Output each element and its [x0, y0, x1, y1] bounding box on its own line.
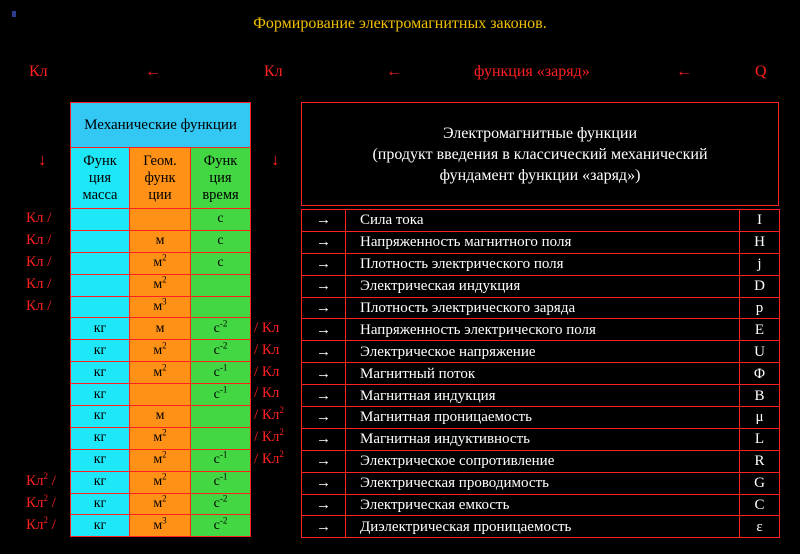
left-charge-label [26, 495, 86, 512]
time-cell [191, 274, 251, 296]
down-arrow-left: ↓ [38, 150, 47, 169]
mechanical-row [71, 449, 251, 471]
top-label-charge-1: Кл [29, 63, 48, 80]
geometry-cell [130, 515, 191, 537]
time-value: с [213, 496, 220, 512]
geometry-exponent: 2 [162, 449, 167, 460]
quantity-name: Напряженность электрического поля [346, 319, 740, 341]
time-exponent: -2 [219, 515, 228, 526]
geometry-cell [130, 230, 191, 252]
time-value: с [213, 386, 220, 402]
mechanical-row [71, 252, 251, 274]
geometry-cell [130, 252, 191, 274]
middle-charge-label [254, 385, 279, 402]
time-exponent: -1 [219, 449, 228, 460]
page-title: Формирование электромагнитных законов. [253, 15, 547, 32]
geometry-exponent: 2 [162, 252, 167, 263]
quantity-symbol: D [740, 275, 780, 297]
middle-charge-exponent: 2 [279, 449, 284, 460]
top-arrow-left-2: ← [386, 63, 402, 80]
electromagnetic-row [302, 450, 780, 472]
time-cell [191, 384, 251, 406]
quantity-name: Электрическое напряжение [346, 341, 740, 363]
mass-cell [71, 406, 130, 428]
mechanical-row [71, 471, 251, 493]
geometry-exponent: 2 [162, 274, 167, 285]
left-charge-value: Кл / [26, 231, 52, 248]
row-arrow: → [302, 210, 346, 232]
column-header-mass: Функ ция масса [71, 148, 130, 209]
time-cell [191, 296, 251, 318]
top-label-q: Q [755, 63, 767, 80]
mechanical-row [71, 427, 251, 449]
left-charge-label [26, 473, 86, 490]
electromagnetic-row [302, 253, 780, 275]
geometry-exponent: 2 [162, 340, 167, 351]
geometry-value: м [155, 233, 165, 249]
electromagnetic-rows [302, 210, 780, 538]
time-cell [191, 515, 251, 537]
quantity-symbol: L [740, 428, 780, 450]
geometry-cell [130, 296, 191, 318]
left-charge-slash: / [48, 495, 56, 512]
row-arrow: → [302, 472, 346, 494]
time-value: с [213, 320, 220, 336]
middle-charge-value: / Кл [254, 363, 280, 380]
quantity-name: Плотность электрического заряда [346, 297, 740, 319]
electromagnetic-row [302, 516, 780, 538]
quantity-name: Магнитная проницаемость [346, 407, 740, 429]
left-charge-label [26, 517, 86, 534]
time-value: с [213, 342, 220, 358]
geometry-cell [130, 471, 191, 493]
geometry-cell [130, 427, 191, 449]
time-exponent: -1 [219, 383, 228, 394]
time-value: с [213, 474, 220, 490]
middle-charge-label [254, 342, 279, 359]
electromagnetic-row [302, 363, 780, 385]
mass-cell [71, 340, 130, 362]
time-value: с [213, 452, 220, 468]
geometry-exponent: 2 [162, 471, 167, 482]
mass-value: кг [93, 496, 107, 512]
electromagnetic-row [302, 231, 780, 253]
em-header-line-3: фундамент функции «заряд») [439, 166, 641, 184]
mechanical-row [71, 318, 251, 340]
time-cell [191, 493, 251, 515]
row-arrow: → [302, 385, 346, 407]
electromagnetic-functions-header [301, 102, 779, 206]
geometry-cell [130, 362, 191, 384]
quantity-name: Сила тока [346, 210, 740, 232]
geometry-value: м [153, 299, 163, 314]
quantity-symbol: C [740, 494, 780, 516]
left-charge-exponent: 2 [43, 493, 48, 504]
geometry-exponent: 3 [162, 515, 167, 526]
quantity-name: Магнитный поток [346, 363, 740, 385]
mass-cell [71, 384, 130, 406]
top-label-charge-2: Кл [264, 63, 283, 80]
left-charge-slash: / [48, 517, 56, 534]
row-arrow: → [302, 253, 346, 275]
middle-charge-label [254, 451, 284, 468]
em-header-line-1: Электромагнитные функции [442, 124, 638, 142]
middle-charge-value: / Кл [254, 451, 280, 468]
geometry-value: м [155, 408, 165, 424]
quantity-symbol: H [740, 231, 780, 253]
column-header-geometry: Геом. функ ции [130, 148, 191, 209]
geometry-exponent: 2 [162, 427, 167, 438]
electromagnetic-row [302, 341, 780, 363]
middle-charge-exponent: 2 [279, 427, 284, 438]
mechanical-functions-header: Механические функции [71, 103, 251, 148]
time-value: с [217, 211, 224, 227]
electromagnetic-row [302, 319, 780, 341]
mechanical-row [71, 515, 251, 537]
time-cell [191, 427, 251, 449]
middle-charge-value: / Кл [254, 429, 280, 446]
time-exponent: -1 [219, 471, 228, 482]
left-charge-exponent: 2 [43, 471, 48, 482]
row-arrow: → [302, 516, 346, 538]
electromagnetic-row [302, 210, 780, 232]
row-arrow: → [302, 407, 346, 429]
row-arrow: → [302, 428, 346, 450]
time-cell [191, 406, 251, 428]
mechanical-row [71, 362, 251, 384]
time-exponent: -2 [219, 318, 228, 329]
electromagnetic-row [302, 275, 780, 297]
mass-cell [71, 318, 130, 340]
time-value: с [213, 517, 220, 533]
time-value: с [217, 255, 224, 271]
row-arrow: → [302, 319, 346, 341]
quantity-name: Электрическая индукция [346, 275, 740, 297]
mass-value: кг [93, 474, 107, 490]
quantity-name: Напряженность магнитного поля [346, 231, 740, 253]
geometry-value: м [153, 255, 163, 271]
left-charge-value: Кл [26, 517, 44, 534]
geometry-cell [130, 274, 191, 296]
time-cell [191, 230, 251, 252]
mass-cell [71, 449, 130, 471]
middle-charge-label [254, 364, 279, 381]
time-exponent: -2 [219, 340, 228, 351]
row-arrow: → [302, 231, 346, 253]
column-header-time: Функ ция время [191, 148, 251, 209]
geometry-cell [130, 406, 191, 428]
down-arrow-middle: ↓ [271, 150, 280, 169]
row-arrow: → [302, 450, 346, 472]
middle-charge-value: / Кл [254, 385, 280, 402]
quantity-name: Диэлектрическая проницаемость [346, 516, 740, 538]
quantity-symbol: Φ [740, 363, 780, 385]
mass-value: кг [93, 517, 107, 533]
mechanical-row [71, 384, 251, 406]
electromagnetic-row [302, 472, 780, 494]
top-label-charge-function: функция «заряд» [474, 63, 590, 80]
geometry-value: м [155, 320, 165, 336]
mechanical-row [71, 274, 251, 296]
quantity-symbol: р [740, 297, 780, 319]
electromagnetic-row [302, 297, 780, 319]
mechanical-row [71, 230, 251, 252]
left-charge-label [26, 210, 86, 227]
middle-charge-label [254, 407, 284, 424]
quantity-symbol: E [740, 319, 780, 341]
mass-value: кг [93, 364, 107, 380]
geometry-value: м [153, 364, 163, 380]
quantity-name: Магнитная индукция [346, 385, 740, 407]
electromagnetic-functions-table [301, 209, 780, 538]
quantity-name: Электрическая проводимость [346, 472, 740, 494]
left-charge-exponent: 2 [43, 515, 48, 526]
left-charge-label [26, 298, 86, 315]
electromagnetic-row [302, 428, 780, 450]
time-exponent: -1 [219, 362, 228, 373]
geometry-value: м [153, 277, 163, 293]
quantity-symbol: I [740, 210, 780, 232]
left-charge-value: Кл [26, 473, 44, 490]
mass-value: кг [93, 452, 107, 468]
geometry-cell [130, 209, 191, 231]
geometry-value: м [153, 496, 163, 512]
middle-charge-value: / Кл [254, 341, 280, 358]
left-charge-value: Кл [26, 495, 44, 512]
mechanical-row [71, 296, 251, 318]
quantity-symbol: j [740, 253, 780, 275]
middle-charge-label [254, 429, 284, 446]
geometry-exponent: 3 [162, 296, 167, 307]
quantity-name: Плотность электрического поля [346, 253, 740, 275]
mass-value: кг [93, 320, 107, 336]
mechanical-rows [71, 209, 251, 537]
row-arrow: → [302, 494, 346, 516]
geometry-exponent: 2 [162, 493, 167, 504]
left-charge-value: Кл / [26, 210, 52, 226]
geometry-cell [130, 384, 191, 406]
row-arrow: → [302, 363, 346, 385]
top-arrow-left-3: ← [676, 63, 692, 80]
geometry-cell [130, 449, 191, 471]
mass-value: кг [93, 386, 107, 402]
electromagnetic-row [302, 407, 780, 429]
mechanical-row [71, 406, 251, 428]
time-cell [191, 449, 251, 471]
quantity-name: Магнитная индуктивность [346, 428, 740, 450]
left-charge-value: Кл / [26, 253, 52, 270]
left-charge-label [26, 276, 86, 293]
middle-charge-value: / Кл [254, 407, 280, 424]
middle-charge-exponent: 2 [279, 405, 284, 416]
mass-cell [71, 362, 130, 384]
geometry-value: м [153, 517, 163, 533]
mechanical-functions-table [70, 102, 251, 537]
mass-cell [71, 427, 130, 449]
quantity-name: Электрическое сопротивление [346, 450, 740, 472]
mechanical-row [71, 340, 251, 362]
time-cell [191, 318, 251, 340]
electromagnetic-row [302, 385, 780, 407]
time-value: с [213, 364, 220, 380]
top-arrow-left-1: ← [145, 63, 161, 80]
row-arrow: → [302, 341, 346, 363]
middle-charge-value: / Кл [254, 319, 280, 336]
time-exponent: -2 [219, 493, 228, 504]
geometry-value: м [153, 430, 163, 446]
mass-value: кг [93, 430, 107, 446]
quantity-name: Электрическая емкость [346, 494, 740, 516]
mechanical-row [71, 209, 251, 231]
time-cell [191, 362, 251, 384]
geometry-exponent: 2 [162, 362, 167, 373]
left-charge-value: Кл / [26, 275, 52, 292]
quantity-symbol: μ [740, 407, 780, 429]
middle-charge-label [254, 320, 279, 337]
left-charge-label [26, 232, 86, 249]
quantity-symbol: B [740, 385, 780, 407]
geometry-cell [130, 318, 191, 340]
geometry-value: м [153, 474, 163, 490]
geometry-value: м [153, 342, 163, 358]
quantity-symbol: R [740, 450, 780, 472]
mass-value: кг [93, 408, 107, 424]
row-arrow: → [302, 297, 346, 319]
row-arrow: → [302, 275, 346, 297]
left-charge-value: Кл / [26, 297, 52, 314]
mechanical-row [71, 493, 251, 515]
time-value: с [217, 233, 224, 249]
em-header-line-2: (продукт введения в классический механический [372, 145, 708, 163]
quantity-symbol: ε [740, 516, 780, 538]
quantity-symbol: G [740, 472, 780, 494]
geometry-value: м [153, 452, 163, 468]
quantity-symbol: U [740, 341, 780, 363]
time-cell [191, 340, 251, 362]
time-cell [191, 209, 251, 231]
time-cell [191, 471, 251, 493]
geometry-cell [130, 340, 191, 362]
electromagnetic-row [302, 494, 780, 516]
time-cell [191, 252, 251, 274]
geometry-cell [130, 493, 191, 515]
left-charge-label [26, 254, 86, 271]
left-charge-slash: / [48, 473, 56, 490]
mass-value: кг [93, 342, 107, 358]
